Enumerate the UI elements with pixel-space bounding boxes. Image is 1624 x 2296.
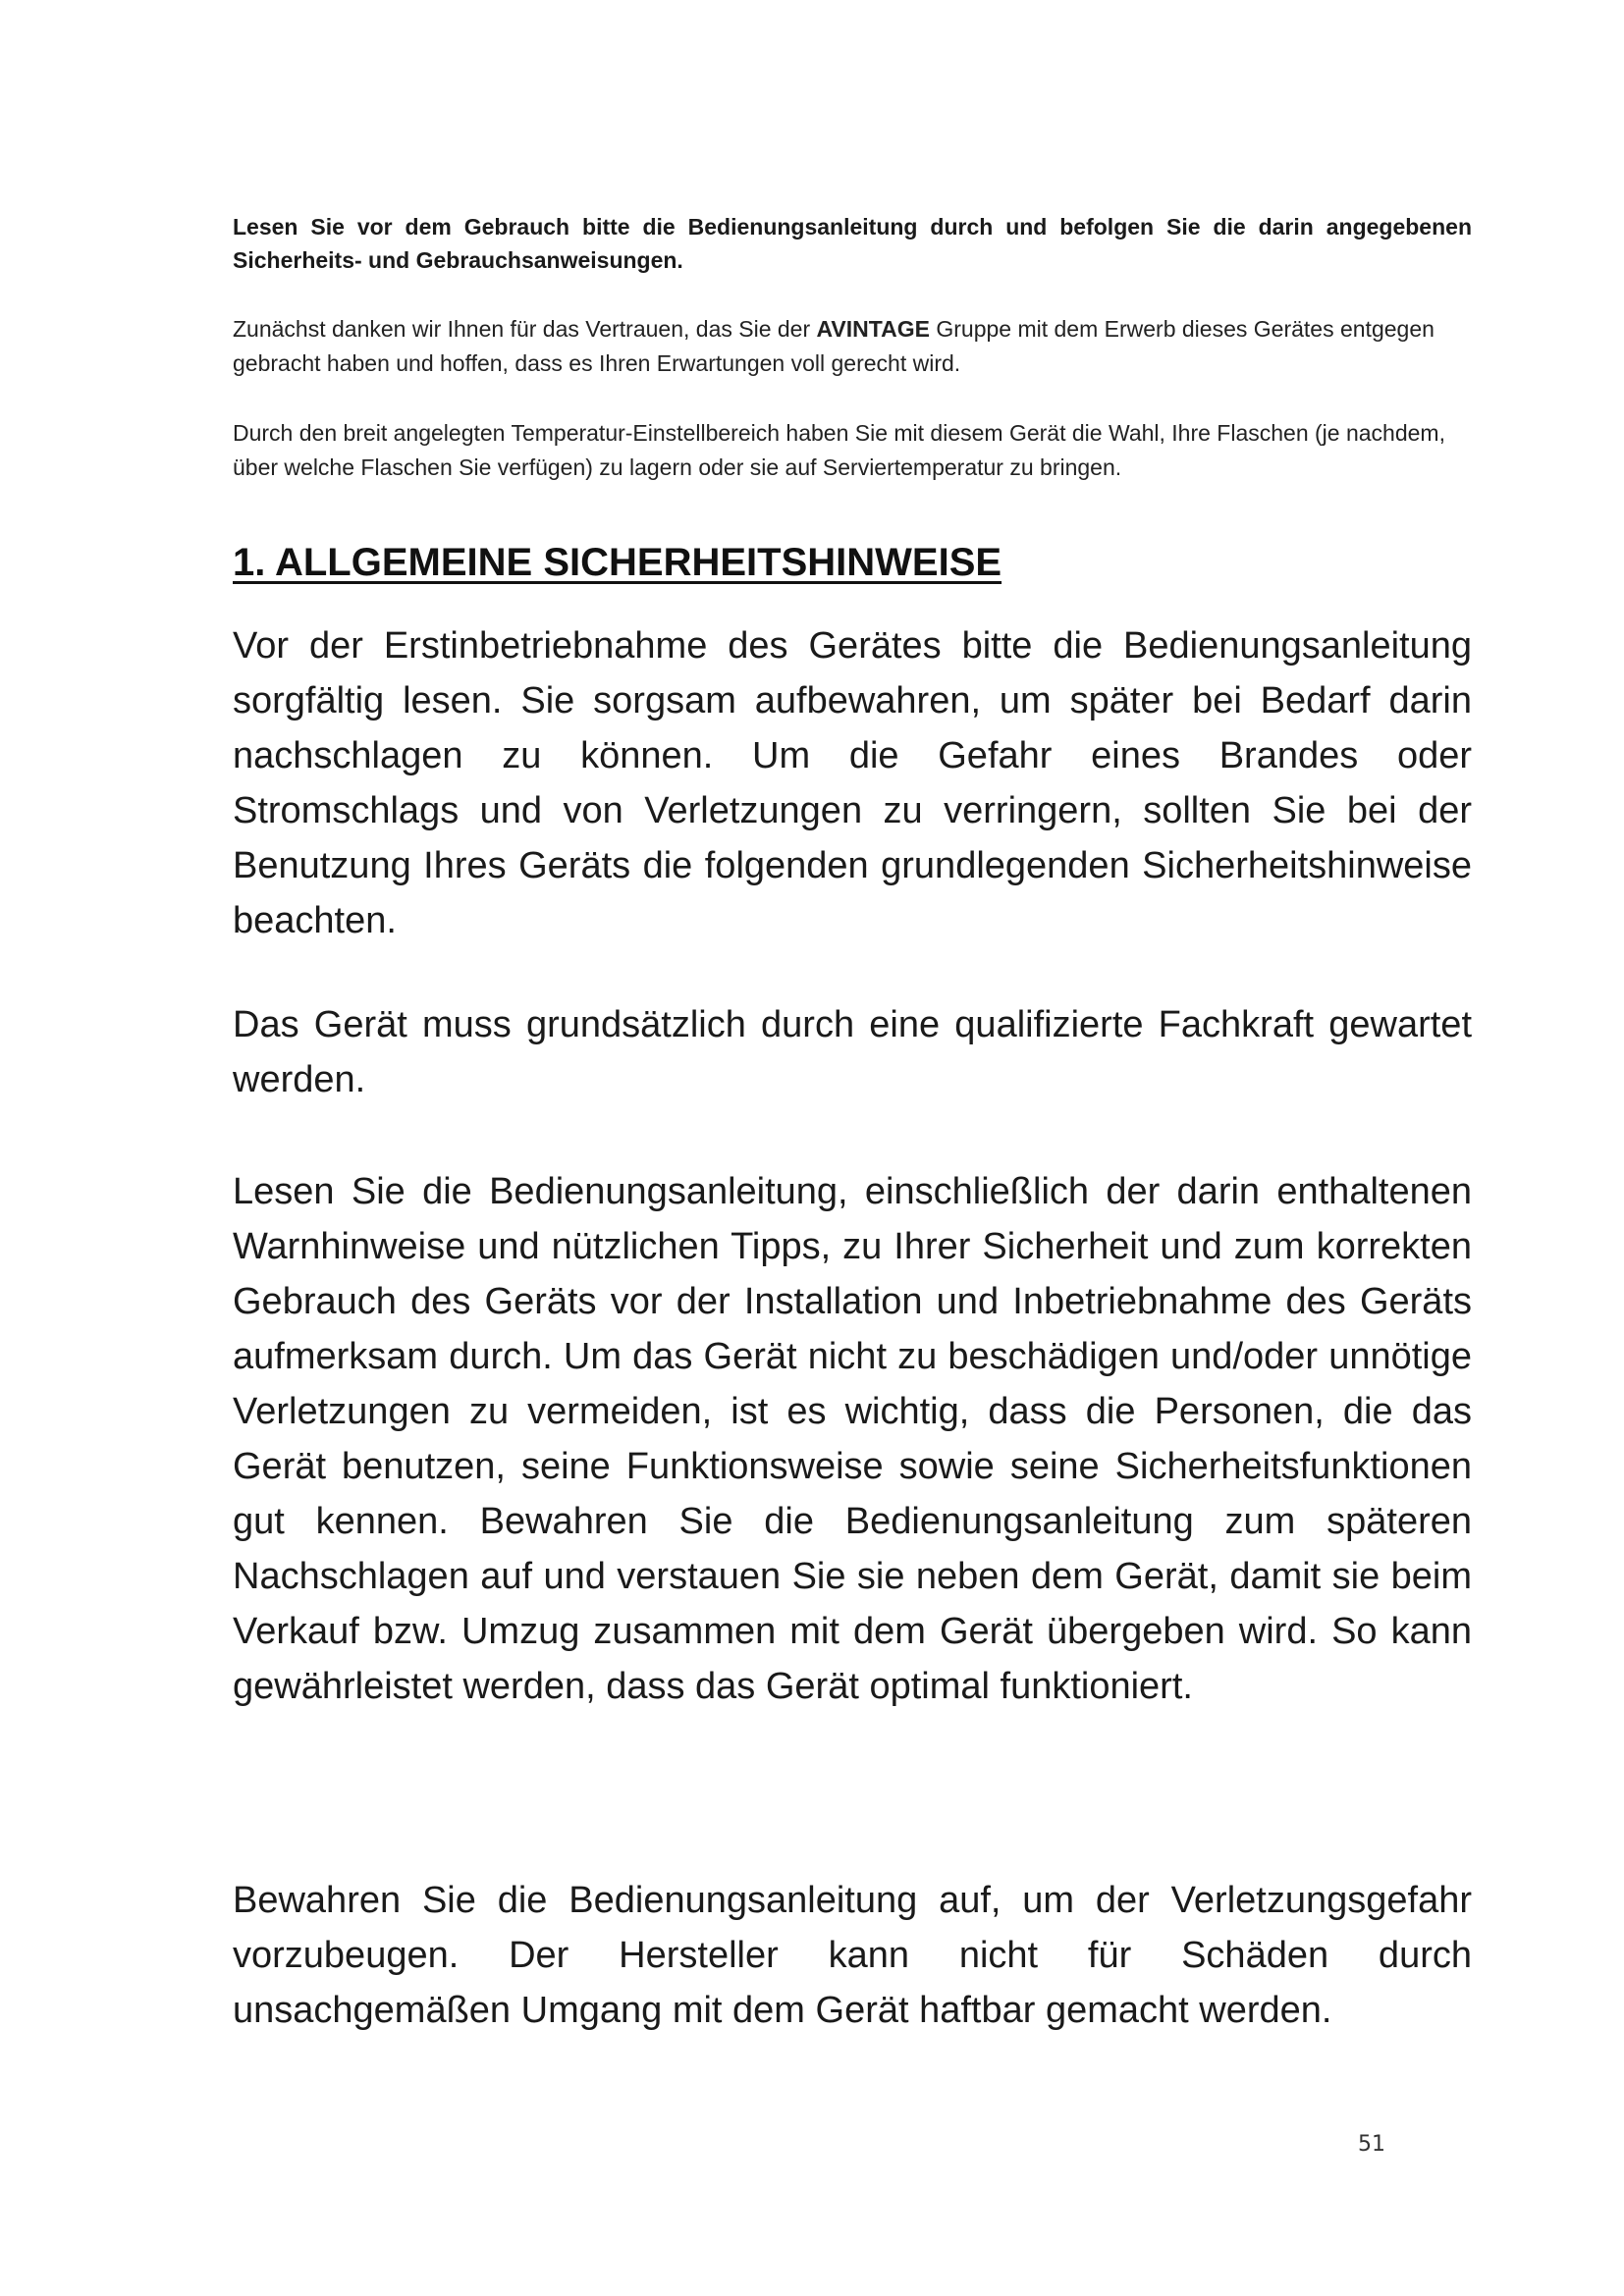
body-paragraph-first-use: Vor der Erstinbetriebnahme des Gerätes bitte die Bedienungsanleitung sorgfältig lesen. Sie sorgsam aufbewahren, um später bei Bedarf darin nachschlagen zu können. Um die Gefahr eines Brandes oder Stromschlags und von Verletzungen zu verringern, sollten Sie bei der Benutzung Ihres Geräts die folgenden grundlegenden Sicherheitshinweise beachten. — [233, 625, 1472, 941]
brand-name: AVINTAGE — [816, 316, 930, 342]
thanks-text-before: Zunächst danken wir Ihnen für das Vertrauen, das Sie der — [233, 316, 817, 342]
body-paragraph-read-manual: Lesen Sie die Bedienungsanleitung, einschließlich der darin enthaltenen Warnhinweise und nützlichen Tipps, zu Ihrer Sicherheit und zum korrekten Gebrauch des Geräts vor der Installation und Inbetriebnahme des Geräts aufmerksam durch. Um das Gerät nicht zu beschädigen und/oder unnötige Verletzungen zu vermeiden, ist es wichtig, dass die Personen, die das Gerät benutzen, seine Funktionsweise sowie seine Sicherheitsfunktionen gut kennen. Bewahren Sie die Bedienungsanleitung zum späteren Nachschlagen auf und verstauen Sie sie neben dem Gerät, damit sie beim Verkauf bzw. Umzug zusammen mit dem Gerät übergeben wird. So kann gewährleistet werden, dass das Gerät optimal funktioniert. — [233, 1171, 1472, 1707]
body-paragraph-maintenance: Das Gerät muss grundsätzlich durch eine qualifizierte Fachkraft gewartet werden. — [233, 1004, 1472, 1100]
thanks-text-after: Gruppe mit dem Erwerb dieses Gerätes entgegen gebracht haben und hoffen, dass es Ihren Erwartungen voll gerecht wird. — [233, 316, 1435, 376]
temperature-range-paragraph: Durch den breit angelegten Temperatur-Einstellbereich haben Sie mit diesem Gerät die Wahl, Ihre Flaschen (je nachdem, über welche Flaschen Sie verfügen) zu lagern oder sie auf Serviertemperatur zu bringen. — [233, 420, 1445, 480]
section-heading: 1. ALLGEMEINE SICHERHEITSHINWEISE — [233, 541, 1002, 584]
page-number: 51 — [1358, 2132, 1385, 2157]
body-paragraph-liability: Bewahren Sie die Bedienungsanleitung auf, um der Verletzungsgefahr vorzubeugen. Der Hersteller kann nicht für Schäden durch unsachgemäßen Umgang mit dem Gerät haftbar gemacht werden. — [233, 1880, 1472, 2031]
thanks-paragraph — [233, 312, 1472, 381]
safety-notice: Lesen Sie vor dem Gebrauch bitte die Bedienungsanleitung durch und befolgen Sie die darin angegebenen Sicherheits- und Gebrauchsanweisungen. — [233, 214, 1472, 273]
